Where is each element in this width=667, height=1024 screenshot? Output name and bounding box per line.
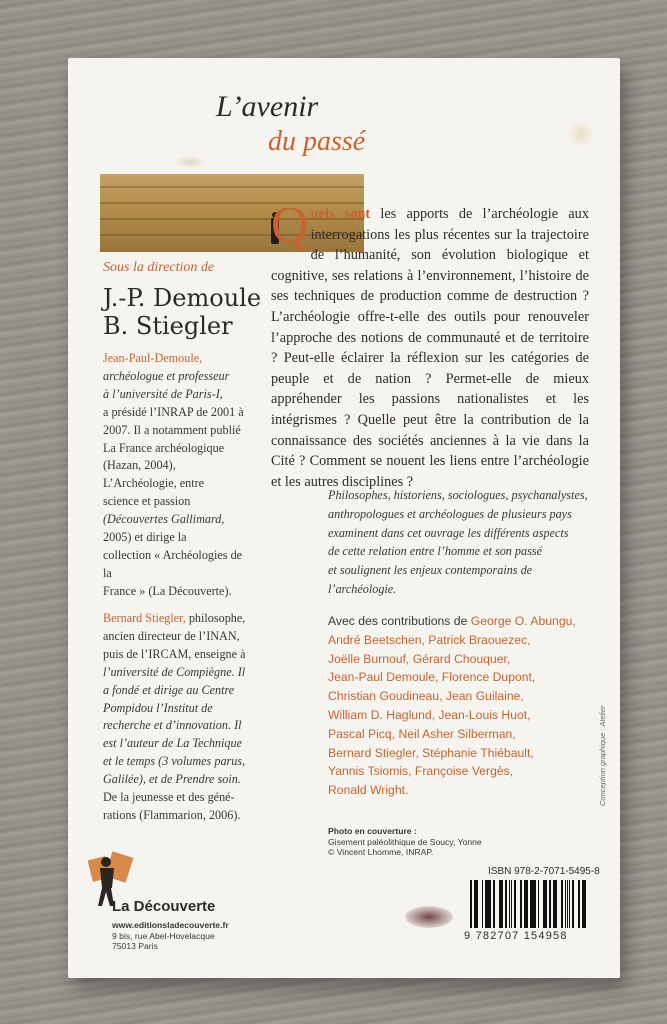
barcode-bar xyxy=(501,880,503,928)
quote-line: Philosophes, historiens, sociologues, psychanalystes, xyxy=(328,488,588,502)
barcode-bar xyxy=(493,880,495,928)
bio-line: science et passion xyxy=(103,494,191,509)
contrib-intro: Avec des contributions de xyxy=(328,614,471,628)
barcode-bar xyxy=(482,880,484,928)
bio-line: France » (La Découverte). xyxy=(103,583,232,598)
contrib-line: Ronald Wright. xyxy=(328,783,409,798)
summary-quote xyxy=(328,486,590,599)
contrib-line: Pascal Picq, Neil Asher Silberman, xyxy=(328,726,516,741)
bio-line: archéologue et professeur xyxy=(103,368,230,383)
address-line: 75013 Paris xyxy=(112,941,158,951)
blurb-text xyxy=(271,197,589,492)
bio-line: Pompidou l’Institut de xyxy=(103,700,213,715)
blurb-lead: uels sont xyxy=(310,206,371,222)
book-back-cover xyxy=(68,58,620,978)
barcode-bar xyxy=(561,880,563,928)
barcode-bar xyxy=(538,880,540,928)
bio-line: à l’université de Paris-I, xyxy=(103,386,223,401)
address-line: 9 bis, rue Abel-Hovelacque xyxy=(112,930,215,941)
design-credit: Conception graphique : Atelier xyxy=(598,705,607,806)
barcode-bar xyxy=(511,880,513,928)
bio-line: 2005) et dirige la xyxy=(103,530,187,545)
bio-line: collection « Archéologies de la xyxy=(103,547,243,580)
bio-line: De la jeunesse et des géné- xyxy=(103,790,235,805)
bio-line: philosophe, xyxy=(185,611,246,625)
barcode-bar xyxy=(584,880,586,928)
bio-line: L’Archéologie, entre xyxy=(103,476,205,491)
bio-line: est l’auteur de La Technique xyxy=(103,736,243,751)
author-name: B. Stiegler xyxy=(103,312,233,340)
barcode-bar xyxy=(520,880,522,928)
bio-line: a fondé et dirige au Centre xyxy=(103,682,235,697)
barcode-bar xyxy=(470,880,472,928)
ink-stain xyxy=(405,906,453,928)
coffee-stain xyxy=(174,156,206,168)
contributors-list xyxy=(328,612,590,800)
bio-line: Galilée), et de Prendre soin. xyxy=(103,772,241,787)
bio-name: Jean-Paul-Demoule, xyxy=(103,351,203,365)
quote-line: de cette relation entre l’homme et son passé xyxy=(328,544,543,559)
bio-line: recherche et d’innovation. Il xyxy=(103,718,242,733)
credit-line: Gisement paléolithique de Soucy, Yonne xyxy=(328,836,482,847)
bio-stiegler xyxy=(103,610,253,825)
barcode-bar xyxy=(549,880,551,928)
book-title-line2: du passé xyxy=(268,126,366,157)
editor-label: Sous la direction de xyxy=(103,260,215,275)
barcode-bar xyxy=(526,880,528,928)
bio-demoule xyxy=(103,350,253,601)
credit-heading: Photo en couverture : xyxy=(328,826,417,836)
contrib-line: Christian Goudineau, Jean Guilaine, xyxy=(328,689,524,704)
barcode-bar xyxy=(578,880,580,928)
quote-line: l’archéologie. xyxy=(328,581,397,596)
quote-line: anthropologues et archéologues de plusieurs pays xyxy=(328,506,572,521)
barcode-bar xyxy=(505,880,507,928)
bio-line: et le temps (3 volumes parus, xyxy=(103,754,246,769)
bio-line: (Hazan, 2004), xyxy=(103,458,176,473)
barcode-bar xyxy=(545,880,547,928)
blurb-body: les apports de l’archéologie aux interrogations les plus récentes sur la trajectoire de l’humanité, son évolution biologique et cognitive, ses relations à l’environnement, l’histoire de ses techniques de production comme de destruction ? L’archéologie offre-t-elle des outils pour renouveler l’approche des notions de communauté et de territoire ? Peut-elle éclairer la réflexion sur les catégories de peuple et de nation ? Permet-elle de mieux appréhender les passions nationalistes et les intégrismes ? Quelle peut être la contribution de la connaissance des sociétés anciennes à la vie dans la Cité ? Comment se nouent les liens entre l’archéologie et les autres disciplines ? xyxy=(271,206,589,490)
barcode-bar xyxy=(476,880,478,928)
barcode-bar xyxy=(534,880,536,928)
barcode-bar xyxy=(514,880,516,928)
barcode-bar xyxy=(555,880,557,928)
book-title-line1: L’avenir xyxy=(216,90,319,123)
contrib-line: Bernard Stiegler, Stéphanie Thiébault, xyxy=(328,745,534,760)
bio-line: 2007. Il a notamment publié xyxy=(103,422,241,437)
contrib-line: Jean-Paul Demoule, Florence Dupont, xyxy=(328,670,536,685)
coffee-stain xyxy=(566,122,596,146)
isbn-label: ISBN 978-2-7071-5495-8 xyxy=(488,866,600,877)
barcode-bar xyxy=(489,880,491,928)
publisher-address xyxy=(112,920,229,952)
bio-line: l’université de Compiègne. Il xyxy=(103,664,246,679)
photo-credit xyxy=(328,826,528,858)
publisher-website: www.editionsladecouverte.fr xyxy=(112,920,229,930)
bio-line: La France archéologique xyxy=(103,440,225,455)
bio-line: ancien directeur de l’INAN, xyxy=(103,628,240,643)
bio-line: a présidé l’INRAP de 2001 à xyxy=(103,404,244,419)
contrib-line: William D. Haglund, Jean-Louis Huot, xyxy=(328,707,531,722)
contrib-line: Yannis Tsiomis, Françoise Vergès, xyxy=(328,764,514,779)
author-name: J.-P. Demoule xyxy=(103,284,262,312)
bio-line: rations (Flammarion, 2006). xyxy=(103,807,241,822)
bio-line: (Découvertes Gallimard, xyxy=(103,512,225,527)
publisher-name: La Découverte xyxy=(112,898,216,915)
barcode xyxy=(470,880,586,928)
quote-line: examinent dans cet ouvrage les différents aspects xyxy=(328,525,569,540)
bio-line: puis de l’IRCAM, enseigne à xyxy=(103,646,246,661)
contrib-line: George O. Abungu, xyxy=(470,614,576,628)
barcode-bar xyxy=(569,880,571,928)
contrib-line: André Beetschen, Patrick Braouezec, xyxy=(328,632,531,647)
barcode-digits: 9 782707 154958 xyxy=(464,930,568,942)
contrib-line: Joëlle Burnouf, Gérard Chouquer, xyxy=(328,651,511,666)
credit-line: © Vincent Lhomme, INRAP. xyxy=(328,847,434,857)
bio-name: Bernard Stiegler, xyxy=(103,611,186,625)
drop-cap: Q xyxy=(271,197,309,254)
quote-line: et soulignent les enjeux contemporains de xyxy=(328,563,533,578)
barcode-bar xyxy=(572,880,574,928)
